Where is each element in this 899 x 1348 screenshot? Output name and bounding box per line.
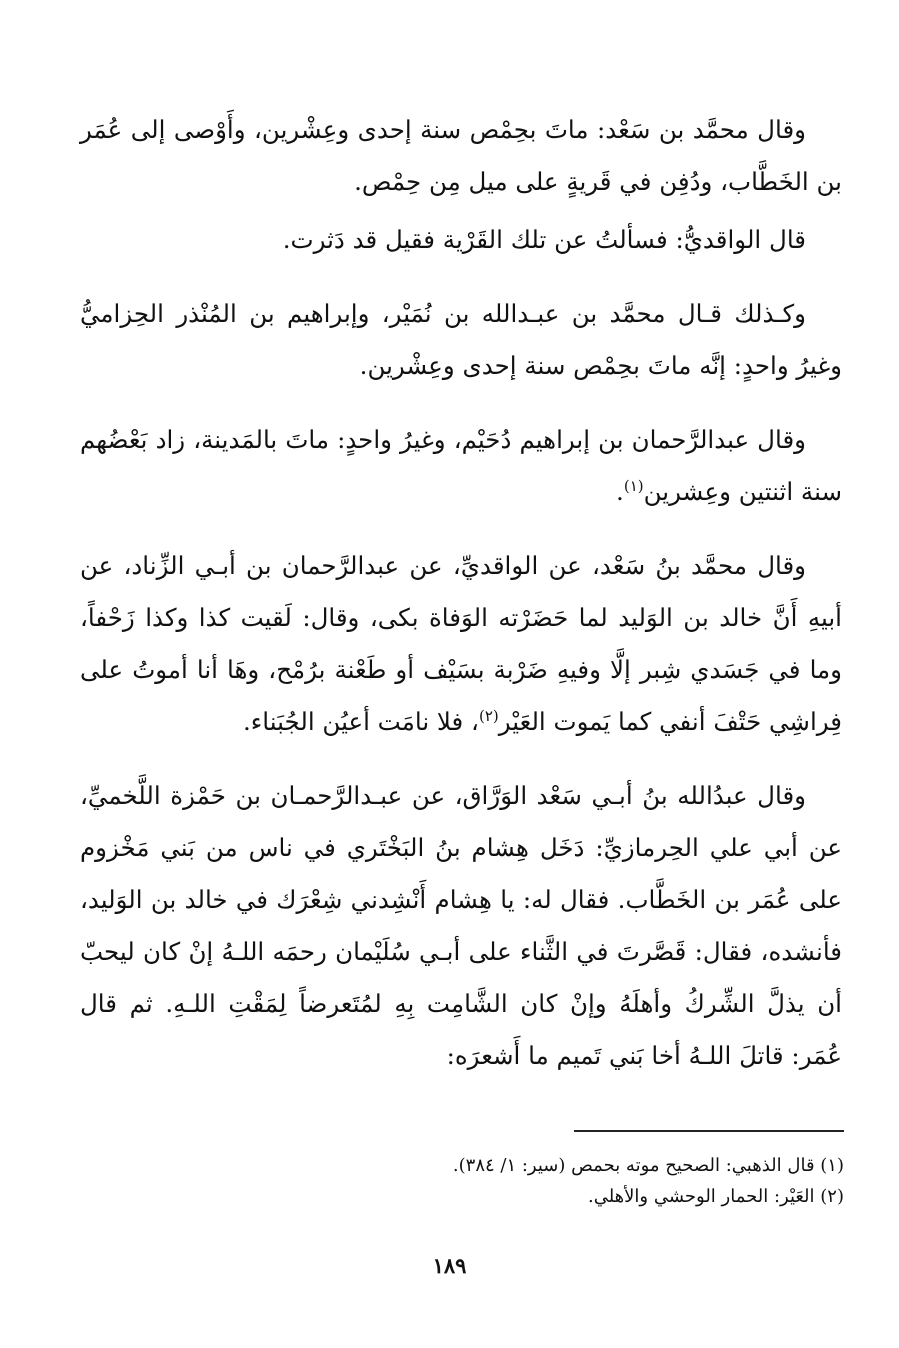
- footnote-2: (٢) العَيْر: الحمار الوحشي والأهلي.: [587, 1186, 844, 1207]
- paragraph-duhaim-end: .: [616, 477, 624, 506]
- page-number: ١٨٩: [432, 1253, 467, 1278]
- main-text: [80, 104, 842, 1082]
- footnotes: [80, 1150, 844, 1212]
- footnote-ref-1: (١): [623, 476, 644, 495]
- paragraph-khalid-death-end: ، فلا نامَت أعيُن الجُبَناء.: [242, 707, 479, 736]
- footnote-1: (١) قال الذهبي: الصحيح موته بحمص (سير: ١/ ٣٨٤).: [452, 1155, 844, 1176]
- paragraph-khalid-death-text: وقال محمَّد بنُ سَعْد، عن الواقديِّ، عن عبدالرَّحمان بن أبـي الزِّناد، عن أبيهِ أَنَّ خالد بن الوَليد لما حَضَرْته الوَفاة بكى، وقال: لَقيت كذا وكذا زَحْفاً، وما في جَسَدي شِبر إلَّا وفيهِ ضَرْبة بسَيْف أو طَعْنة برُمْح، وهَا أنا أموتُ على فِراشِي حَتْفَ أنفي كما يَموت العَيْر: [80, 551, 842, 736]
- footnote-ref-2: (٢): [478, 706, 499, 725]
- paragraph-ibn-numair: وكـذلك قـال محمَّد بن عبـدالله بن نُمَيْر، وإبراهيم بن المُنْذر الحِزاميُّ وغيرُ واحدٍ: إنَّه ماتَ بحِمْص سنة إحدى وعِشْرين.: [80, 299, 842, 380]
- paragraph-waqidi: قال الواقديُّ: فسألتُ عن تلك القَرْية فقيل قد دَثرت.: [282, 225, 806, 254]
- paragraph-duhaim: [80, 414, 842, 518]
- paragraph-khalid-death: [80, 540, 842, 748]
- paragraph-hisham: وقال عبدُالله بنُ أبـي سَعْد الوَرَّاق، عن عبـدالرَّحمـان بن حَمْزة اللَّخميِّ، عن أبي علي الحِرمازيِّ: دَخَل هِشام بنُ البَخْتَري في ناس من بَني مَخْزوم على عُمَر بن الخَطَّاب. فقال له: يا هِشام أَنْشِدني شِعْرَك في خالد بن الوَليد، فأنشده، فقال: قَصَّرتَ في الثَّناء على أبـي سُلَيْمان رحمَه اللـهُ إنْ كان ليحبّ أن يذلَّ الشِّركُ وأهلَهُ وإنْ كان الشَّامِت بِهِ لمُتَعرضاً لِمَقْتِ اللـهِ. ثم قال عُمَر: قاتلَ اللـهُ أخا بَني تَميم ما أَشعرَه:: [80, 781, 842, 1070]
- paragraph-ibn-saad: وقال محمَّد بن سَعْد: ماتَ بحِمْص سنة إحدى وعِشْرين، وأَوْصى إلى عُمَر بن الخَطَّاب، ودُفِن في قَريةٍ على ميل مِن حِمْص.: [80, 115, 842, 196]
- footnote-divider: [574, 1130, 844, 1132]
- paragraph-duhaim-text: وقال عبدالرَّحمان بن إبراهيم دُحَيْم، وغيرُ واحدٍ: ماتَ بالمَدينة، زاد بَعْضُهم سنة اثنتين وعِشرين: [80, 425, 842, 506]
